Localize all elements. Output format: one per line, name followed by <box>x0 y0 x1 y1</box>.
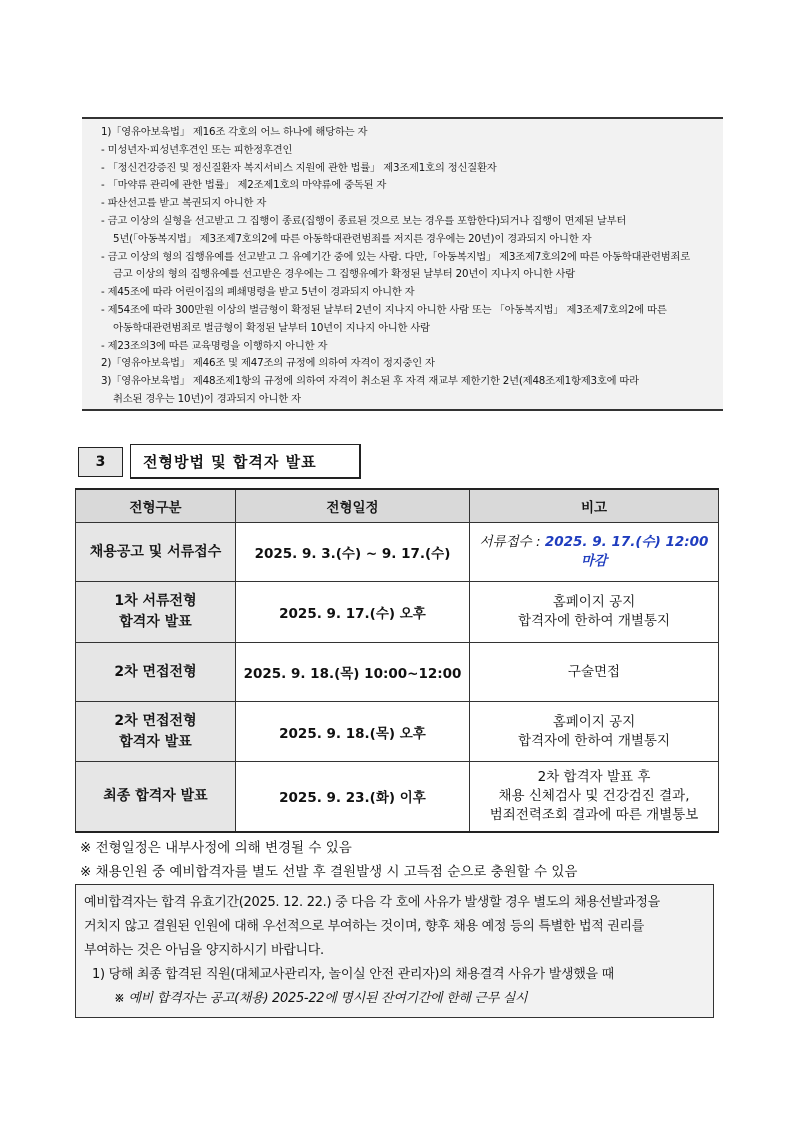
reserve-text-line: 예비합격자는 합격 유효기간(2025. 12. 22.) 중 다음 각 호에 사유가 발생할 경우 별도의 채용선발과정을 <box>84 895 660 910</box>
disqualification-line: - 「마약류 관리에 관한 법률」 제2조제1호의 마약류에 중독된 자 <box>101 179 387 192</box>
table-row <box>76 643 719 702</box>
header-note: 비고 <box>470 489 719 523</box>
disqualification-line: - 금고 이상의 실형을 선고받고 그 집행이 종료(집행이 종료된 것으로 보는 경우를 포함한다)되거나 집행이 면제된 날부터 <box>101 214 627 227</box>
header-date: 전형일정 <box>236 489 470 523</box>
disqualification-line: - 파산선고를 받고 복권되지 아니한 자 <box>101 197 267 210</box>
disqualification-line: 3)「영유아보육법」 제48조제1항의 규정에 의하여 자격이 취소된 후 자격 재교부 제한기한 2년(제48조제1항제3호에 따라 <box>101 375 639 388</box>
schedule-header-row <box>76 489 719 523</box>
disqualification-line: 1)「영유아보육법」 제16조 각호의 어느 하나에 해당하는 자 <box>101 126 368 138</box>
note-cell: 홈페이지 공지 합격자에 한하여 개별통지 <box>470 702 719 762</box>
schedule-table <box>75 488 719 833</box>
table-row <box>76 582 719 643</box>
disqualification-line: 5년(「아동복지법」 제3조제7호의2에 따른 아동학대관련범죄를 저지른 경우에는 20년)이 경과되지 아니한 자 <box>113 232 592 245</box>
section-title: 전형방법 및 합격자 발표 <box>130 444 361 479</box>
disqualification-line: 금고 이상의 형의 집행유예를 선고받은 경우에는 그 집행유예가 확정된 날부터 20년이 지나지 아니한 사람 <box>113 268 576 281</box>
disqualification-line: - 미성년자·피성년후견인 또는 피한정후견인 <box>101 143 293 156</box>
date-cell: 2025. 9. 3.(수) ~ 9. 17.(수) <box>236 523 470 582</box>
note-cell: 구술면접 <box>470 643 719 702</box>
header-category: 전형구분 <box>76 489 236 523</box>
reserve-item: 1) 당해 최종 합격된 직원(대체교사관리자, 놀이실 안전 관리자)의 채용결격 사유가 발생했을 때 <box>92 967 614 982</box>
disqualification-line: - 「정신건강증진 및 정신질환자 복지서비스 지원에 관한 법률」 제3조제1호의 정신질환자 <box>101 161 497 174</box>
date-cell: 2025. 9. 23.(화) 이후 <box>236 762 470 832</box>
date-cell: 2025. 9. 18.(목) 오후 <box>236 702 470 762</box>
schedule-change-notice: ※ 전형일정은 내부사정에 의해 변경될 수 있음 <box>80 840 352 856</box>
category-cell: 2차 면접전형 합격자 발표 <box>76 702 236 762</box>
disqualification-box <box>82 117 723 411</box>
date-cell: 2025. 9. 18.(목) 10:00~12:00 <box>236 643 470 702</box>
reserve-candidate-box <box>75 884 714 1018</box>
deadline-note: 서류접수 : 2025. 9. 17.(수) 12:00 마감 <box>470 523 719 582</box>
reserve-text-line: 거치지 않고 결원된 인원에 대해 우선적으로 부여하는 것이며, 향후 채용 예정 등의 특별한 법적 권리를 <box>84 919 645 934</box>
disqualification-line: - 제45조에 따라 어린이집의 폐쇄명령을 받고 5년이 경과되지 아니한 자 <box>101 286 415 299</box>
table-row <box>76 762 719 832</box>
category-cell: 최종 합격자 발표 <box>76 762 236 832</box>
table-row <box>76 702 719 762</box>
reserve-notice: ※ 채용인원 중 예비합격자를 별도 선발 후 결원발생 시 고득점 순으로 충원할 수 있음 <box>80 864 578 880</box>
reserve-text-line: 부여하는 것은 아님을 양지하시기 바랍니다. <box>84 943 324 958</box>
category-cell: 채용공고 및 서류접수 <box>76 523 236 582</box>
disqualification-line: 2)「영유아보육법」 제46조 및 제47조의 규정에 의하여 자격이 정지중인 자 <box>101 357 435 370</box>
note-cell: 2차 합격자 발표 후 채용 신체검사 및 건강검진 결과, 범죄전력조회 결과에 따른 개별통보 <box>470 762 719 832</box>
category-cell: 2차 면접전형 <box>76 643 236 702</box>
deadline-value: 2025. 9. 17.(수) 12:00 마감 <box>544 534 709 569</box>
disqualification-line: 아동학대관련범죄로 벌금형이 확정된 날부터 10년이 지나지 아니한 사람 <box>113 321 430 334</box>
note-cell: 홈페이지 공지 합격자에 한하여 개별통지 <box>470 582 719 643</box>
date-cell: 2025. 9. 17.(수) 오후 <box>236 582 470 643</box>
disqualification-line: 취소된 경우는 10년)이 경과되지 아니한 자 <box>113 392 301 405</box>
table-row <box>76 523 719 582</box>
reserve-footnote: ※ 예비 합격자는 공고(채용) 2025-22에 명시된 잔여기간에 한해 근무 실시 <box>114 991 528 1006</box>
disqualification-line: - 금고 이상의 형의 집행유예를 선고받고 그 유예기간 중에 있는 사람. 다만,「아동복지법」 제3조제7호의2에 따른 아동학대관련범죄로 <box>101 250 691 263</box>
category-cell: 1차 서류전형 합격자 발표 <box>76 582 236 643</box>
disqualification-line: - 제23조의3에 따른 교육명령을 이행하지 아니한 자 <box>101 339 328 352</box>
disqualification-line: - 제54조에 따라 300만원 이상의 벌금형이 확정된 날부터 2년이 지나지 아니한 사람 또는 「아동복지법」 제3조제7호의2에 따른 <box>101 303 667 316</box>
section-number: 3 <box>78 447 123 477</box>
